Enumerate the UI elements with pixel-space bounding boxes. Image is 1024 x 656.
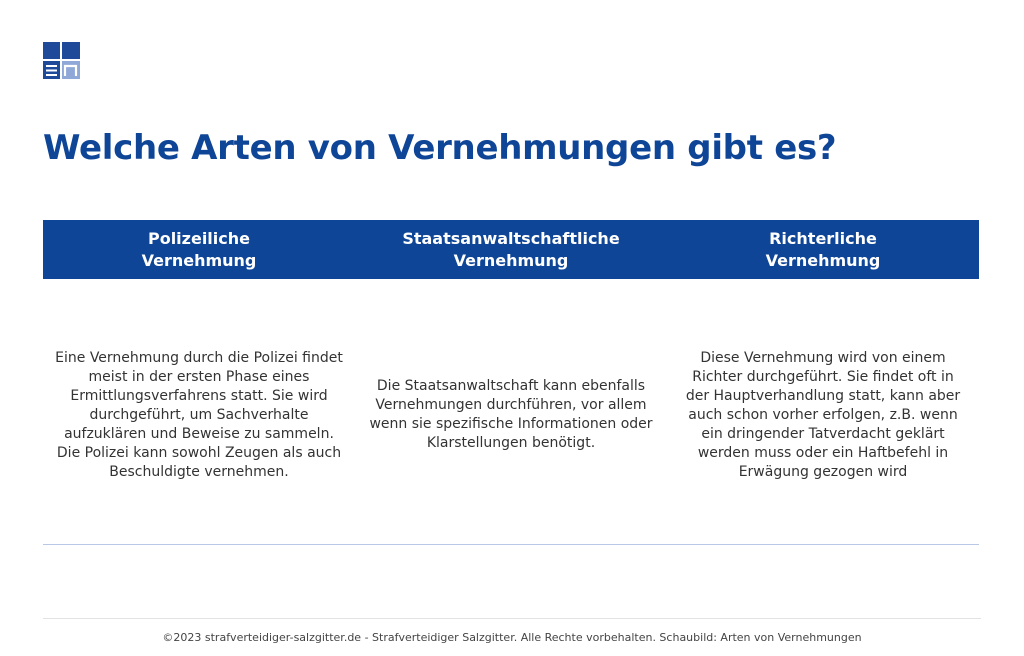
- cell-polizeiliche-vernehmung: [43, 300, 355, 530]
- description-text: Eine Vernehmung durch die Polizei findet meist in der ersten Phase eines Ermittlungsverfahrens statt. Sie wird durchgeführt, um Sachverhalte aufzuklären und Beweise zu sammeln. Die Polizei kann sowohl Zeugen als auch Beschuldigte vernehmen.: [55, 349, 343, 480]
- description-text: Die Staatsanwaltschaft kann ebenfalls Vernehmungen durchführen, vor allem wenn sie spezifische Informationen oder Klarstellungen benötigt.: [369, 378, 653, 451]
- cell-richterliche-vernehmung: [667, 300, 979, 530]
- cell-staatsanwaltschaftliche-vernehmung: [355, 300, 667, 530]
- page-title: Welche Arten von Vernehmungen gibt es?: [43, 128, 837, 168]
- table-body: [43, 300, 979, 530]
- table-divider: [43, 544, 979, 545]
- header-richterliche-vernehmung: Richterliche Vernehmung: [765, 228, 881, 270]
- header-polizeiliche-vernehmung: Polizeiliche Vernehmung: [141, 228, 257, 270]
- description-text: Diese Vernehmung wird von einem Richter durchgeführt. Sie findet oft in der Hauptverhandlung statt, kann aber auch schon vorher erfolgen, z.B. wenn ein dringender Tatverdacht geklärt werden muss oder ein Haftbefehl in Erwägung gezogen wird: [685, 349, 961, 480]
- footer-divider: [43, 618, 981, 619]
- sh-logo-icon: [43, 42, 80, 79]
- header-staatsanwaltschaftliche-vernehmung: Staatsanwaltschaftliche Vernehmung: [402, 228, 620, 270]
- footer-copyright: ©2023 strafverteidiger-salzgitter.de - Strafverteidiger Salzgitter. Alle Rechte vorbehalten. Schaubild: Arten von Vernehmungen: [162, 631, 862, 644]
- table-header: [43, 220, 979, 279]
